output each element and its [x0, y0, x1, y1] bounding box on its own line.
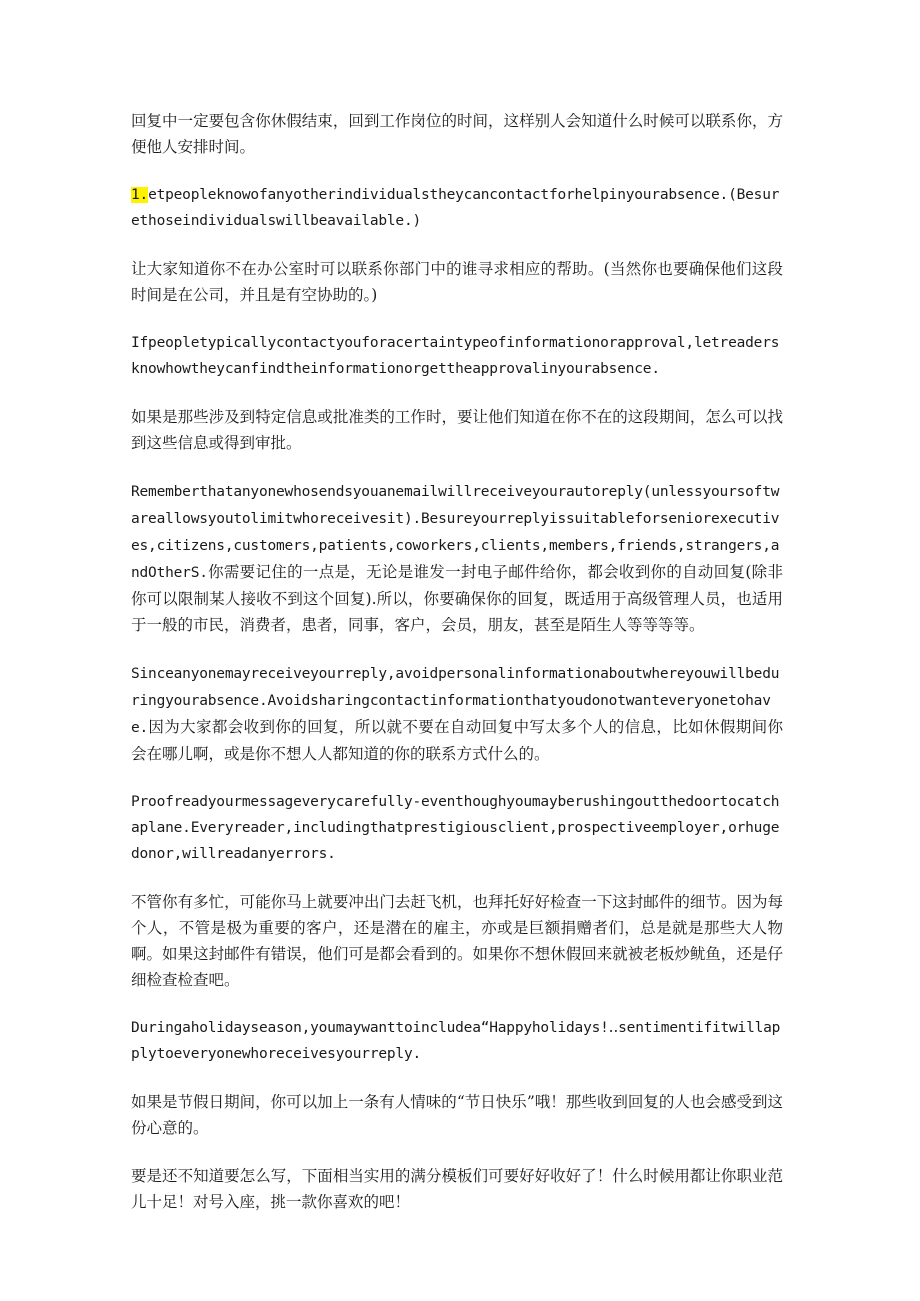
paragraph-templates-intro: 要是还不知道要怎么写，下面相当实用的满分模板们可要好好收好了！什么时候用都让你职业范儿十足！对号入座，挑一款你喜欢的吧！ — [131, 1167, 783, 1211]
paragraph-proofread-en: Proofreadyourmessageverycarefully-eventhoughyoumayberushingoutthedoortocatchaplane.Everyreader,includingthatprestigiousclient,prospectiveemployer,orhugedonor,willreadanyerrors. — [131, 794, 780, 862]
paragraph-other-contacts-zh: 让大家知道你不在办公室时可以联系你部门中的谁寻求相应的帮助。(当然你也要确保他们这段时间是在公司，并且是有空协助的。) — [131, 260, 783, 304]
paragraph-text-en: Sinceanyonemayreceiveyourreply,avoidpersonalinformationaboutwhereyouwillbeduringyourabsence.Avoidsharingcontactinformationthatyoudonotwanteveryonetohave. — [131, 666, 780, 736]
paragraph-holiday-zh: 如果是节假日期间，你可以加上一条有人情味的“节日快乐”哦！那些收到回复的人也会感受到这份心意的。 — [131, 1093, 783, 1137]
paragraph-text: etpeopleknowofanyotherindividualstheycancontactforhelpinyourabsence.(Besurethoseindividualswillbeavailable.) — [131, 187, 780, 229]
document-body — [131, 108, 783, 1237]
highlighted-text: 1. — [131, 187, 149, 203]
paragraph-approval-zh: 如果是那些涉及到特定信息或批准类的工作时，要让他们知道在你不在的这段期间，怎么可以找到这些信息或得到审批。 — [131, 408, 783, 452]
paragraph-other-contacts-en — [131, 182, 783, 234]
paragraph-text-zh: 你需要记住的一点是，无论是谁发一封电子邮件给你，都会收到你的自动回复(除非你可以限制某人接收不到这个回复).所以，你要确保你的回复，既适用于高级管理人员，也适用于一般的市民，消费者，患者，同事，客户，会员，朋友，甚至是陌生人等等等等。 — [131, 563, 783, 634]
paragraph-approval-en: Ifpeopletypicallycontactyouforacertaintypeofinformationorapproval,letreadersknowhowtheycanfindtheinformationorgettheapprovalinyourabsence. — [131, 335, 780, 377]
paragraph-text-en: Rememberthatanyonewhosendsyouanemailwillreceiveyourautoreply(unlessyoursoftwareallowsyoutolimitwhoreceivesit).Besureyourreplyissuitableforseniorexecutives,citizens,customers,patients,coworkers,clients,members,friends,strangers,andOtherS. — [131, 484, 780, 581]
paragraph-text-zh: 因为大家都会收到你的回复，所以就不要在自动回复中写太多个人的信息，比如休假期间你会在哪儿啊，或是你不想人人都知道的你的联系方式什么的。 — [131, 718, 783, 763]
paragraph-personal-info — [131, 660, 783, 767]
paragraph-proofread-zh: 不管你有多忙，可能你马上就要冲出门去赶飞机，也拜托好好检查一下这封邮件的细节。因为每个人，不管是极为重要的客户，还是潜在的雇主，亦或是巨额捐赠者们，总是就是那些大人物啊。如果这封邮件有错误，他们可是都会看到的。如果你不想休假回来就被老板炒鱿鱼，还是仔细检查检查吧。 — [131, 893, 783, 989]
paragraph-autoreply-audience — [131, 478, 783, 638]
paragraph-return-time: 回复中一定要包含你休假结束，回到工作岗位的时间，这样别人会知道什么时候可以联系你，方便他人安排时间。 — [131, 112, 783, 156]
paragraph-holiday-en: Duringaholidayseason,youmaywanttoincludea“Happyholidays!‥sentimentifitwillapplytoeveryonewhoreceivesyourreply. — [131, 1020, 781, 1062]
